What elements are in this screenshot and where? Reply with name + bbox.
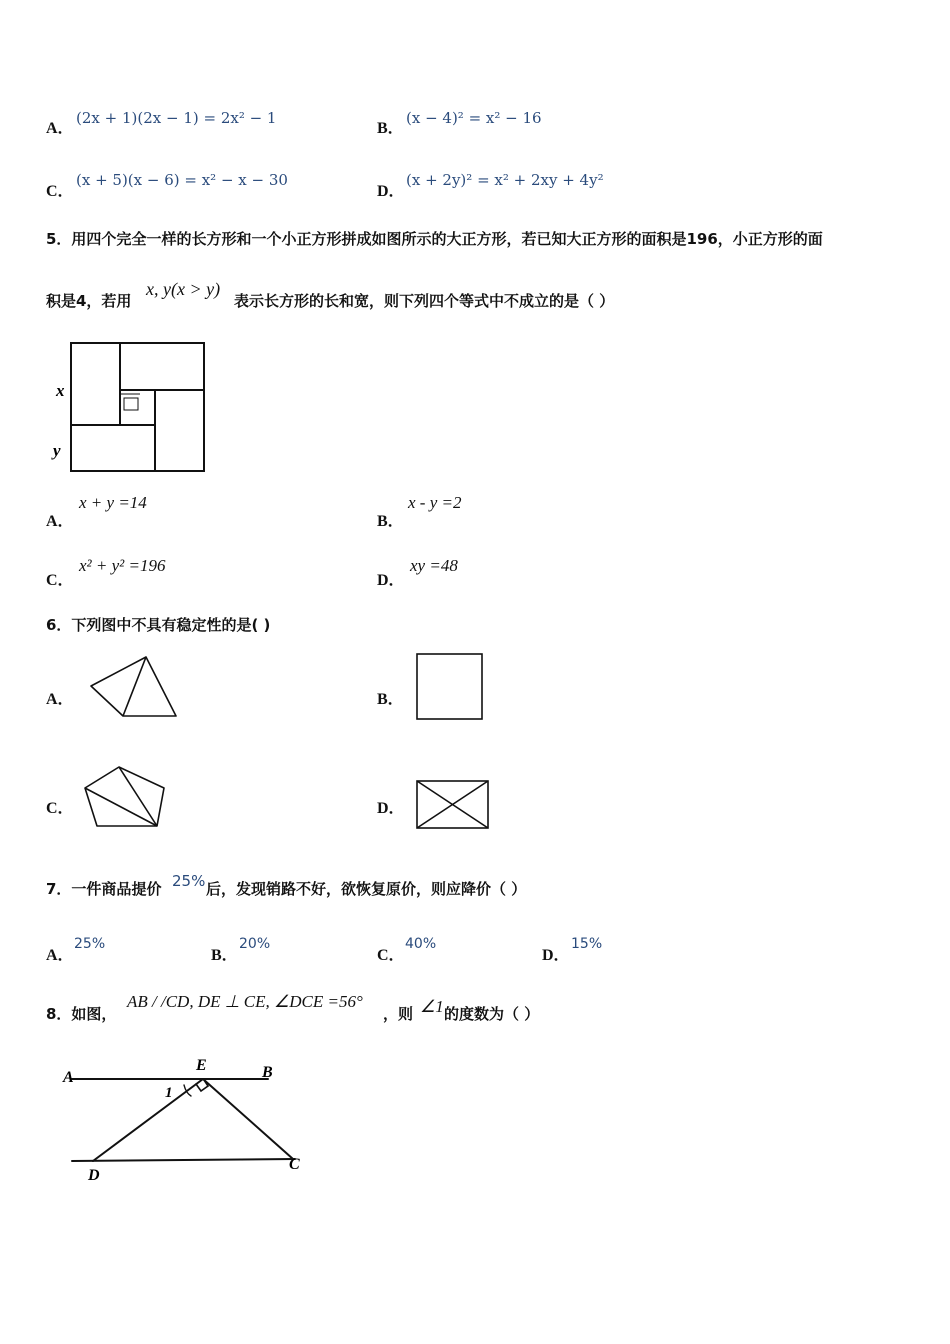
q7-option-d-value: 15% — [571, 936, 603, 952]
q4-option-d-expression: (x + 2y)² = x² + 2xy + 4y² — [406, 171, 604, 189]
q5-stem-line2-math: x, y(x > y) — [146, 279, 221, 299]
q5-option-d-label: D． — [377, 572, 405, 589]
q8-stem-angle: ∠1 — [420, 997, 444, 1016]
q7-option-a-value: 25% — [74, 936, 106, 952]
q6-stem: 6．下列图中不具有稳定性的是( ) — [46, 616, 271, 634]
q8-figure-label-b: B — [262, 1064, 273, 1081]
q5-figure-label-x: x — [56, 381, 65, 400]
q5-option-b-expression: x - y =2 — [408, 493, 462, 512]
q6-option-d-label: D． — [377, 800, 405, 817]
q5-stem-line2-prefix: 积是4，若用 — [46, 292, 132, 310]
q4-option-b-expression: (x − 4)² = x² − 16 — [406, 109, 542, 127]
q5-option-a-label: A． — [46, 513, 74, 530]
q7-option-b-value: 20% — [239, 936, 271, 952]
q5-option-c-expression: x² + y² =196 — [79, 556, 166, 575]
q8-figure-label-a: A — [63, 1069, 74, 1086]
q5-option-c-label: C． — [46, 572, 74, 589]
q5-stem-line2-suffix: 表示长方形的长和宽，则下列四个等式中不成立的是（ ） — [234, 292, 615, 310]
q5-stem-line1: 5．用四个完全一样的长方形和一个小正方形拼成如图所示的大正方形，若已知大正方形的面积是196，小正方形的面 — [46, 230, 823, 248]
q6-option-d-figure — [414, 778, 492, 832]
q8-figure-label-1: 1 — [165, 1085, 173, 1101]
q5-figure-label-y: y — [53, 441, 61, 460]
q8-parallel-lines-figure — [60, 1052, 310, 1182]
q5-square-figure — [50, 338, 210, 478]
q8-stem-suffix: 的度数为（ ） — [444, 1005, 540, 1023]
q4-option-a-label: A． — [46, 120, 74, 137]
q8-figure-label-e: E — [196, 1057, 207, 1074]
q6-option-a-figure — [88, 655, 180, 719]
q5-option-a-expression: x + y =14 — [79, 493, 147, 512]
q4-option-c-expression: (x + 5)(x − 6) = x² − x − 30 — [76, 171, 288, 189]
q6-option-c-figure — [82, 764, 168, 830]
q7-option-c-value: 40% — [405, 936, 437, 952]
q8-stem-mid: ，则 — [383, 1005, 414, 1023]
q7-stem-suffix: 后，发现销路不好，欲恢复原价，则应降价（ ） — [206, 880, 527, 898]
q8-stem-math: AB / /CD, DE ⊥ CE, ∠DCE =56° — [127, 992, 363, 1011]
q4-option-a-expression: (2x + 1)(2x − 1) = 2x² − 1 — [76, 109, 277, 127]
q8-figure-label-d: D — [88, 1167, 100, 1184]
q6-option-b-figure — [415, 652, 485, 724]
q7-option-b-label: B． — [211, 947, 238, 964]
q8-figure-label-c: C — [289, 1156, 300, 1173]
q8-stem-prefix: 8．如图， — [46, 1005, 117, 1023]
q7-stem-prefix: 7．一件商品提价 — [46, 880, 162, 898]
q5-option-d-expression: xy =48 — [410, 556, 458, 575]
q7-option-d-label: D． — [542, 947, 570, 964]
q6-option-a-label: A． — [46, 691, 74, 708]
q6-option-c-label: C． — [46, 800, 74, 817]
q7-option-a-label: A． — [46, 947, 74, 964]
q4-option-b-label: B． — [377, 120, 404, 137]
q5-option-b-label: B． — [377, 513, 404, 530]
q4-option-d-label: D． — [377, 183, 405, 200]
q4-option-c-label: C． — [46, 183, 74, 200]
q6-option-b-label: B． — [377, 691, 404, 708]
q7-stem-math: 25% — [172, 872, 206, 890]
q7-option-c-label: C． — [377, 947, 405, 964]
